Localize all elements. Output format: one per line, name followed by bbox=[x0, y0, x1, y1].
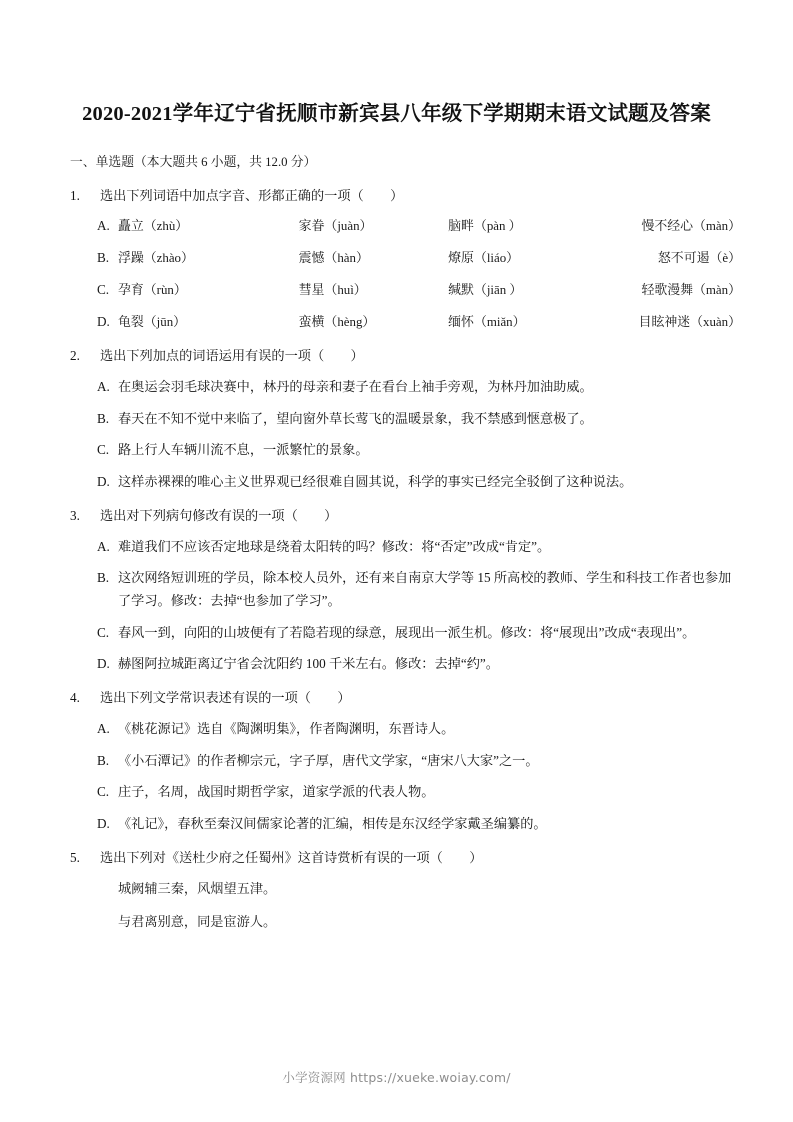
option-text: 《小石潭记》的作者柳宗元，字子厚，唐代文学家，“唐宋八大家”之一。 bbox=[118, 752, 539, 768]
option-cell: 缅怀（miǎn） bbox=[448, 315, 526, 330]
option-cell: 燎原（liáo） bbox=[448, 251, 520, 266]
option-cell: 怒不可遏（è） bbox=[657, 251, 741, 266]
option-label: B. bbox=[97, 250, 110, 266]
option-row[interactable] bbox=[70, 311, 741, 334]
option-label: C. bbox=[97, 282, 110, 298]
option-label: D. bbox=[97, 474, 110, 490]
question-block-1 bbox=[52, 185, 741, 335]
option-cell: 震憾（hàn） bbox=[298, 251, 369, 266]
option-row[interactable] bbox=[70, 653, 741, 676]
option-cell: 浮躁（zhào） bbox=[118, 251, 194, 266]
option-cell: 孕育（rùn） bbox=[118, 283, 187, 298]
option-cells bbox=[118, 280, 741, 302]
option-cells bbox=[118, 312, 741, 334]
option-row[interactable] bbox=[70, 718, 741, 741]
option-row[interactable] bbox=[70, 536, 741, 559]
option-row[interactable] bbox=[70, 471, 741, 494]
option-cells bbox=[118, 248, 741, 270]
option-label: B. bbox=[97, 570, 110, 586]
option-text: 春风一到，向阳的山坡便有了若隐若现的绿意，展现出一派生机。修改：将“展现出”改成“表现出”。 bbox=[118, 624, 696, 640]
option-label: C. bbox=[97, 442, 110, 458]
question-stem-3 bbox=[70, 505, 741, 527]
option-label: A. bbox=[97, 218, 110, 234]
option-list-3 bbox=[70, 536, 741, 677]
poem-line: 城阙辅三秦，风烟望五津。 bbox=[118, 881, 277, 897]
option-row[interactable] bbox=[70, 215, 741, 238]
question-stem-5 bbox=[70, 847, 741, 869]
option-text: 这次网络短训班的学员，除本校人员外，还有来自南京大学等 15 所高校的教师、学生和科技工作者也参加了学习。修改：去掉“也参加了学习”。 bbox=[118, 570, 732, 608]
option-cell: 慢不经心（màn） bbox=[641, 219, 741, 234]
question-number-3: 3. bbox=[70, 507, 80, 523]
option-list-2 bbox=[70, 376, 741, 494]
question-stem-text-5: 选出下列对《送杜少府之任蜀州》这首诗赏析有误的一项（ ） bbox=[100, 849, 483, 865]
option-row[interactable] bbox=[70, 279, 741, 302]
option-row[interactable] bbox=[70, 408, 741, 431]
question-number-1: 1. bbox=[70, 187, 80, 203]
question-stem-1 bbox=[70, 185, 741, 207]
question-block-2 bbox=[52, 345, 741, 494]
question-stem-text-4: 选出下列文学常识表述有误的一项（ ） bbox=[100, 690, 351, 706]
option-row[interactable] bbox=[70, 567, 741, 612]
option-text: 庄子，名周，战国时期哲学家，道家学派的代表人物。 bbox=[118, 784, 435, 800]
option-list-1 bbox=[70, 215, 741, 334]
option-cell: 龟裂（jūn） bbox=[118, 315, 187, 330]
option-text: 这样赤裸裸的唯心主义世界观已经很难自圆其说，科学的事实已经完全驳倒了这种说法。 bbox=[118, 474, 633, 490]
option-label: A. bbox=[97, 538, 110, 554]
option-cell: 轻歌漫舞（màn） bbox=[641, 283, 741, 298]
option-row[interactable] bbox=[70, 622, 741, 645]
option-row[interactable] bbox=[70, 376, 741, 399]
section-heading: 一、单选题（本大题共 6 小题，共 12.0 分） bbox=[70, 154, 317, 169]
question-number-5: 5. bbox=[70, 849, 80, 865]
option-row[interactable] bbox=[70, 247, 741, 270]
option-cell: 家眷（juàn） bbox=[298, 219, 373, 234]
option-label: B. bbox=[97, 752, 110, 768]
option-text: 路上行人车辆川流不息，一派繁忙的景象。 bbox=[118, 442, 369, 458]
question-block-3 bbox=[52, 505, 741, 676]
option-text: 《桃花源记》选自《陶渊明集》，作者陶渊明，东晋诗人。 bbox=[118, 720, 455, 736]
question-stem-2 bbox=[70, 345, 741, 367]
option-label: D. bbox=[97, 314, 110, 330]
option-list-4 bbox=[70, 718, 741, 836]
option-text: 赫图阿拉城距离辽宁省会沈阳约 100 千米左右。修改：去掉“约”。 bbox=[118, 656, 499, 672]
option-cell: 蛮横（hèng） bbox=[298, 315, 376, 330]
option-cell: 脑畔（pàn ） bbox=[448, 219, 522, 234]
option-cell: 矗立（zhù） bbox=[118, 219, 189, 234]
question-stem-4 bbox=[70, 687, 741, 709]
option-row[interactable] bbox=[70, 813, 741, 836]
question-block-5 bbox=[52, 847, 741, 934]
page-title: 2020-2021学年辽宁省抚顺市新宾县八年级下学期期末语文试题及答案 bbox=[82, 103, 711, 125]
question-stem-text-2: 选出下列加点的词语运用有误的一项（ ） bbox=[100, 348, 364, 364]
poem-line: 与君离别意，同是宦游人。 bbox=[118, 914, 277, 930]
question-stem-text-1: 选出下列词语中加点字音、形都正确的一项（ ） bbox=[100, 187, 404, 203]
option-label: C. bbox=[97, 624, 110, 640]
option-cells bbox=[118, 216, 741, 238]
option-cell: 目眩神迷（xuàn） bbox=[638, 315, 741, 330]
option-row[interactable] bbox=[70, 750, 741, 773]
option-label: B. bbox=[97, 410, 110, 426]
option-label: A. bbox=[97, 720, 110, 736]
option-row[interactable] bbox=[70, 781, 741, 804]
option-label: D. bbox=[97, 815, 110, 831]
question-number-2: 2. bbox=[70, 348, 80, 364]
option-label: A. bbox=[97, 378, 110, 394]
option-label: D. bbox=[97, 656, 110, 672]
question-block-4 bbox=[52, 687, 741, 836]
option-text: 《礼记》，春秋至秦汉间儒家论著的汇编，相传是东汉经学家戴圣编纂的。 bbox=[118, 815, 547, 831]
option-text: 难道我们不应该否定地球是绕着太阳转的吗？修改：将“否定”改成“肯定”。 bbox=[118, 538, 551, 554]
option-cell: 彗星（huì） bbox=[298, 283, 367, 298]
option-text: 春天在不知不觉中来临了，望向窗外草长莺飞的温暖景象，我不禁感到惬意极了。 bbox=[118, 410, 593, 426]
question-number-4: 4. bbox=[70, 690, 80, 706]
option-cell: 缄默（jiān ） bbox=[448, 283, 523, 298]
footer-watermark: 小学资源网 https://xueke.woiay.com/ bbox=[282, 1070, 511, 1085]
option-text: 在奥运会羽毛球决赛中，林丹的母亲和妻子在看台上袖手旁观，为林丹加油助威。 bbox=[118, 378, 593, 394]
option-row[interactable] bbox=[70, 439, 741, 462]
option-label: C. bbox=[97, 784, 110, 800]
question-stem-text-3: 选出对下列病句修改有误的一项（ ） bbox=[100, 507, 338, 523]
